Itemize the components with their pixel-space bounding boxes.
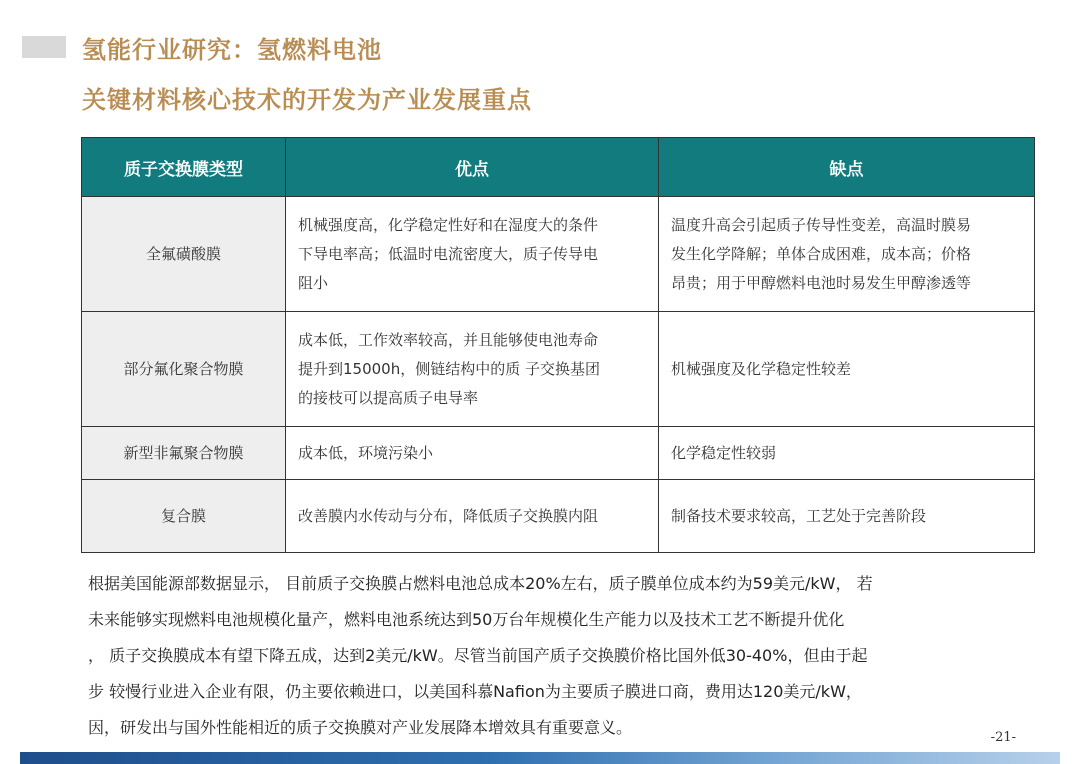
cons-line: 温度升高会引起质子传导性变差，高温时膜易 [671, 215, 972, 234]
pros-line: 成本低，环境污染小 [298, 443, 434, 462]
paragraph-line: 因，研发出与国外性能相近的质子交换膜对产业发展降本增效具有重要意义。 [88, 718, 633, 737]
paragraph-line: 根据美国能源部数据显示， 目前质子交换膜占燃料电池总成本20%左右，质子膜单位成本约为59美元/kW， 若 [88, 574, 873, 593]
cons-line: 机械强度及化学稳定性较差 [671, 359, 852, 378]
pros-line: 成本低，工作效率较高，并且能够使电池寿命 [298, 330, 599, 349]
summary-paragraph [88, 566, 1028, 746]
cons-line: 昂贵；用于甲醇燃料电池时易发生甲醇渗透等 [671, 273, 972, 292]
paragraph-line: 步 较慢行业进入企业有限，仍主要依赖进口，以美国科慕Nafion为主要质子膜进口商，费用达120美元/kW， [88, 682, 862, 701]
pros-cell [286, 427, 659, 480]
pros-line: 的接枝可以提高质子电导率 [298, 388, 479, 407]
table-row [82, 197, 1035, 312]
cons-cell [659, 480, 1035, 553]
table-row [82, 427, 1035, 480]
cons-line: 化学稳定性较弱 [671, 443, 777, 462]
membrane-comparison-table [81, 137, 1035, 553]
cons-line: 制备技术要求较高，工艺处于完善阶段 [671, 506, 927, 525]
table-row [82, 312, 1035, 427]
page-subtitle: 关键材料核心技术的开发为产业发展重点 [82, 86, 532, 114]
pros-line: 机械强度高，化学稳定性好和在湿度大的条件 [298, 215, 599, 234]
title-decoration [22, 36, 66, 58]
header-pros: 优点 [286, 138, 659, 197]
table-header-row [82, 138, 1035, 197]
pros-line: 阻小 [298, 273, 329, 292]
cons-cell [659, 427, 1035, 480]
pros-line: 改善膜内水传动与分布，降低质子交换膜内阻 [298, 506, 599, 525]
cons-line: 发生化学降解；单体合成困难，成本高；价格 [671, 244, 972, 263]
paragraph-line: 未来能够实现燃料电池规模化量产，燃料电池系统达到50万台年规模化生产能力以及技术工艺不断提升优化 [88, 610, 845, 629]
page-number: -21- [990, 730, 1016, 745]
page-title: 氢能行业研究：氢燃料电池 [82, 36, 382, 64]
pros-cell [286, 197, 659, 312]
pros-line: 下导电率高；低温时电流密度大，质子传导电 [298, 244, 599, 263]
cons-cell [659, 312, 1035, 427]
table-row [82, 480, 1035, 553]
paragraph-line: ， 质子交换膜成本有望下降五成，达到2美元/kW。尽管当前国产质子交换膜价格比国外低30-40%，但由于起 [88, 646, 868, 665]
membrane-type: 全氟磺酸膜 [82, 197, 286, 312]
cons-cell [659, 197, 1035, 312]
header-type: 质子交换膜类型 [82, 138, 286, 197]
membrane-type: 部分氟化聚合物膜 [82, 312, 286, 427]
pros-cell [286, 312, 659, 427]
pros-line: 提升到15000h，侧链结构中的质 子交换基团 [298, 359, 600, 378]
membrane-type: 复合膜 [82, 480, 286, 553]
membrane-type: 新型非氟聚合物膜 [82, 427, 286, 480]
footer-bar [20, 752, 1060, 764]
pros-cell [286, 480, 659, 553]
header-cons: 缺点 [659, 138, 1035, 197]
